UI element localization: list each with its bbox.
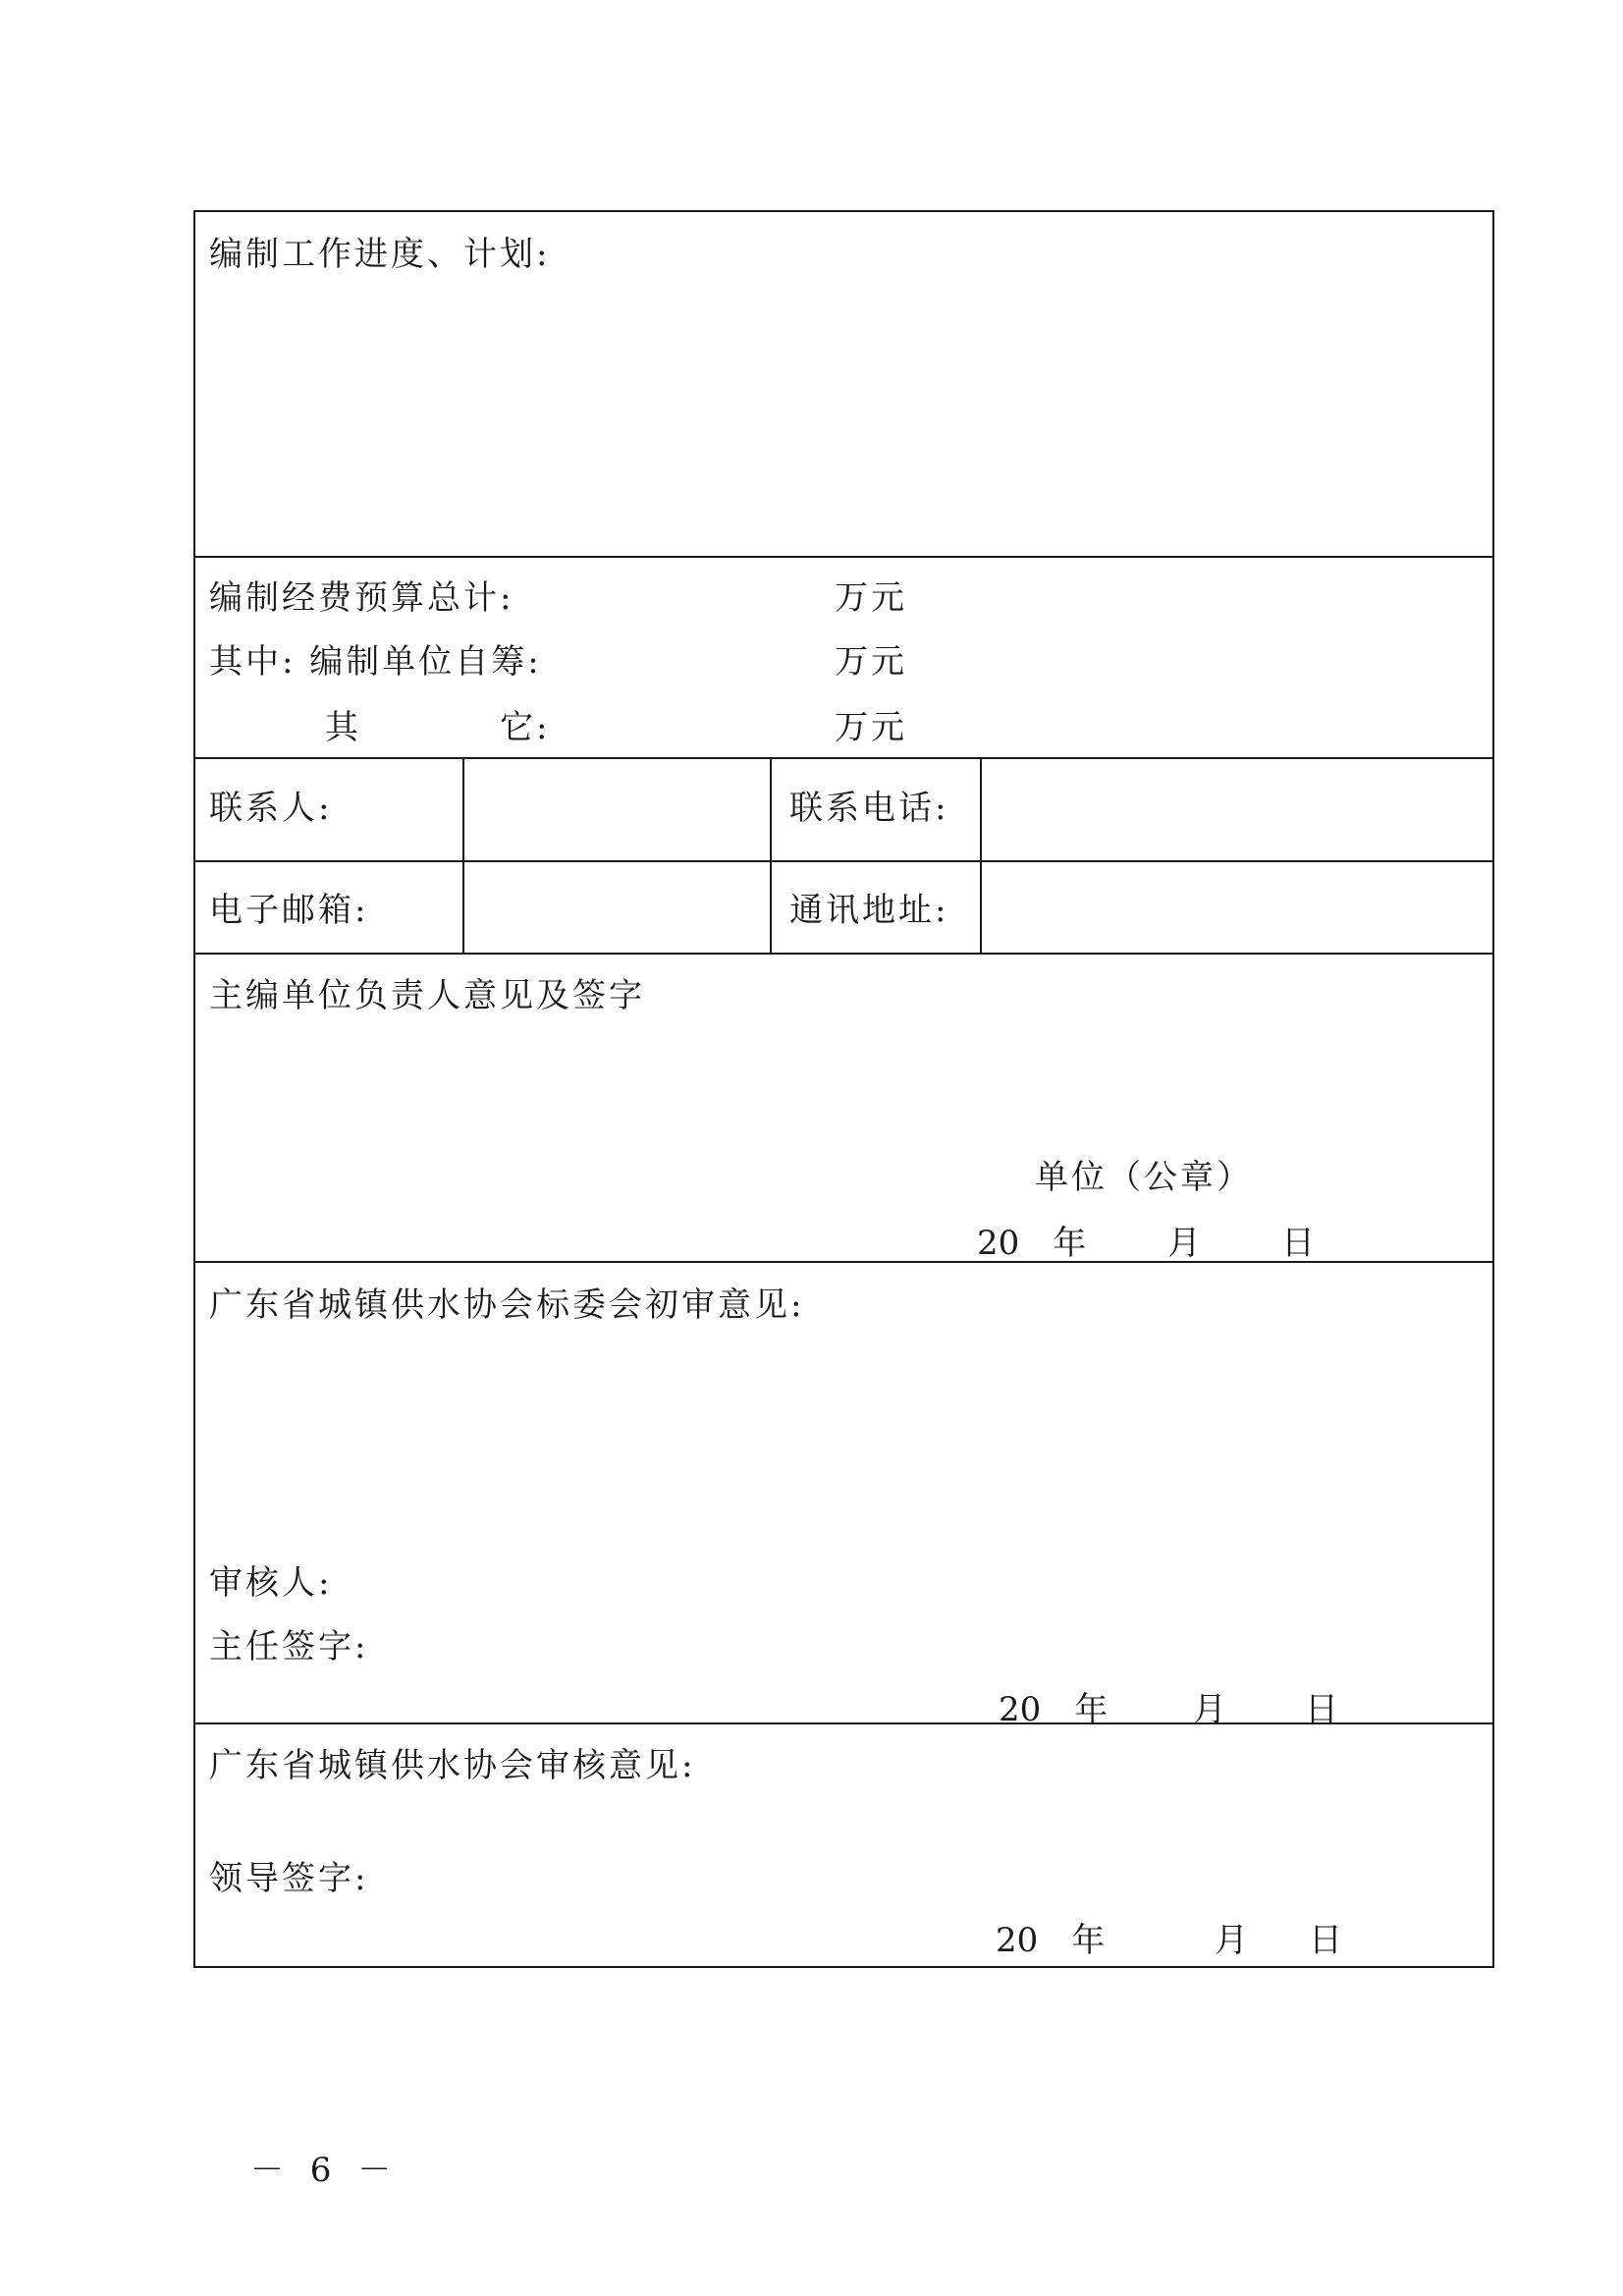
budget-self-unit: 万元: [835, 642, 907, 682]
budget-other-label-suffix: 它:: [500, 708, 551, 747]
grid-divider: [462, 757, 464, 953]
leader-signature-label: 领导签字:: [209, 1859, 369, 1898]
contact-phone-label: 联系电话:: [789, 789, 949, 828]
reviewer-label: 审核人:: [209, 1563, 333, 1603]
editor-date-day: 日: [1281, 1224, 1315, 1263]
divider: [195, 1261, 1492, 1263]
contact-person-label: 联系人:: [209, 789, 333, 828]
editor-opinion-label: 主编单位负责人意见及签字: [209, 976, 645, 1015]
grid-divider: [770, 757, 772, 953]
budget-other-unit: 万元: [835, 708, 907, 747]
divider: [195, 860, 1492, 862]
association-date-year: 20 年: [996, 1921, 1106, 1960]
association-date-day: 日: [1309, 1921, 1342, 1960]
email-label: 电子邮箱:: [209, 891, 369, 930]
committee-review-label: 广东省城镇供水协会标委会初审意见:: [209, 1285, 805, 1325]
page-number: － 6 －: [250, 2151, 400, 2190]
divider: [195, 1722, 1492, 1724]
budget-other-label: 其: [325, 708, 361, 747]
association-date-month: 月: [1215, 1921, 1248, 1960]
divider: [195, 757, 1492, 759]
editor-date-year: 20 年: [977, 1224, 1087, 1263]
editor-date-month: 月: [1167, 1224, 1201, 1263]
budget-self-label: 其中: 编制单位自筹:: [209, 642, 542, 682]
address-label: 通讯地址:: [789, 891, 949, 930]
budget-total-unit: 万元: [835, 578, 907, 618]
budget-total-label: 编制经费预算总计:: [209, 578, 514, 618]
director-signature-label: 主任签字:: [209, 1627, 369, 1667]
grid-divider: [980, 757, 982, 953]
divider: [195, 953, 1492, 955]
committee-date-day: 日: [1305, 1690, 1338, 1729]
seal-label: 单位（公章）: [1035, 1158, 1253, 1197]
schedule-label: 编制工作进度、计划:: [209, 235, 551, 274]
divider: [195, 556, 1492, 558]
application-form-table: [193, 210, 1494, 1968]
association-review-label: 广东省城镇供水协会审核意见:: [209, 1746, 696, 1785]
committee-date-month: 月: [1193, 1690, 1226, 1729]
committee-date-year: 20 年: [999, 1690, 1109, 1729]
